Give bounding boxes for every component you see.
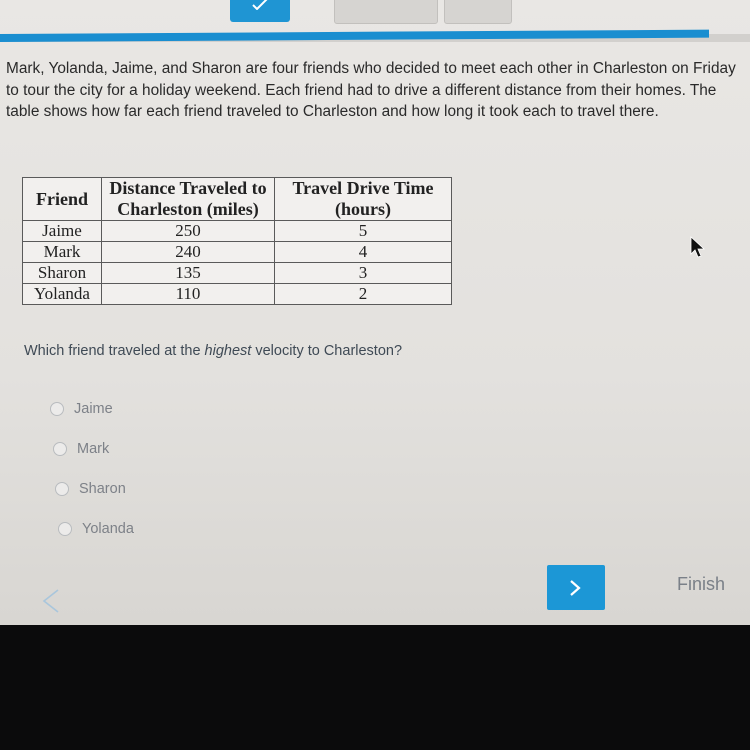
table-cell: 4	[275, 242, 452, 263]
option-label: Jaime	[74, 401, 113, 417]
table-cell: 2	[275, 284, 452, 305]
checkmark-icon	[252, 0, 268, 10]
toolbar-button[interactable]	[444, 0, 512, 24]
table-cell: Yolanda	[23, 284, 102, 305]
option-label: Mark	[77, 441, 110, 457]
table-row	[23, 263, 452, 284]
table-cell: 110	[102, 284, 275, 305]
table-row	[23, 242, 452, 263]
table-cell: 3	[275, 263, 452, 284]
progress-bar	[0, 34, 750, 42]
back-button[interactable]	[40, 588, 64, 619]
table-row	[23, 221, 452, 242]
radio-button[interactable]	[50, 402, 64, 416]
data-table	[22, 177, 452, 305]
check-answer-button[interactable]	[230, 0, 290, 22]
finish-button[interactable]: Finish	[677, 574, 726, 594]
radio-button[interactable]	[58, 522, 72, 536]
table-cell: Mark	[23, 242, 102, 263]
question-text: Mark, Yolanda, Jaime, and Sharon are four friends who decided to meet each other in Charleston on Friday to tour the city for a holiday weekend. Each friend had to drive a different distance from their homes. The table shows how far each friend traveled to Charleston and how long it took each to travel there.	[6, 60, 736, 120]
column-header: Distance Traveled to Charleston (miles)	[102, 178, 275, 221]
answer-option-yolanda[interactable]	[58, 521, 134, 537]
prompt-emphasis: highest	[204, 343, 252, 359]
question-prompt	[24, 343, 402, 359]
option-label: Sharon	[79, 481, 126, 497]
table-cell: Sharon	[23, 263, 102, 284]
radio-button[interactable]	[55, 482, 69, 496]
table-cell: 240	[102, 242, 275, 263]
table-cell: 5	[275, 221, 452, 242]
table-row	[23, 284, 452, 305]
column-header: Travel Drive Time (hours)	[275, 178, 452, 221]
option-label: Yolanda	[82, 521, 134, 537]
next-button[interactable]	[547, 565, 605, 610]
column-header: Friend	[23, 178, 102, 221]
chevron-right-icon	[568, 579, 582, 597]
toolbar-button[interactable]	[334, 0, 438, 24]
table-cell: 135	[102, 263, 275, 284]
table-cell: 250	[102, 221, 275, 242]
table-header-row	[23, 178, 452, 221]
answer-option-mark[interactable]	[53, 441, 109, 457]
prompt-text: velocity to Charleston?	[251, 343, 403, 359]
prompt-text: Which friend traveled at the	[24, 343, 205, 359]
radio-button[interactable]	[53, 442, 67, 456]
chevron-left-icon	[40, 588, 64, 614]
mouse-cursor-icon	[690, 236, 706, 258]
toolbar	[0, 0, 750, 32]
answer-option-jaime[interactable]	[50, 401, 113, 417]
table-cell: Jaime	[23, 221, 102, 242]
answer-option-sharon[interactable]	[55, 481, 126, 497]
